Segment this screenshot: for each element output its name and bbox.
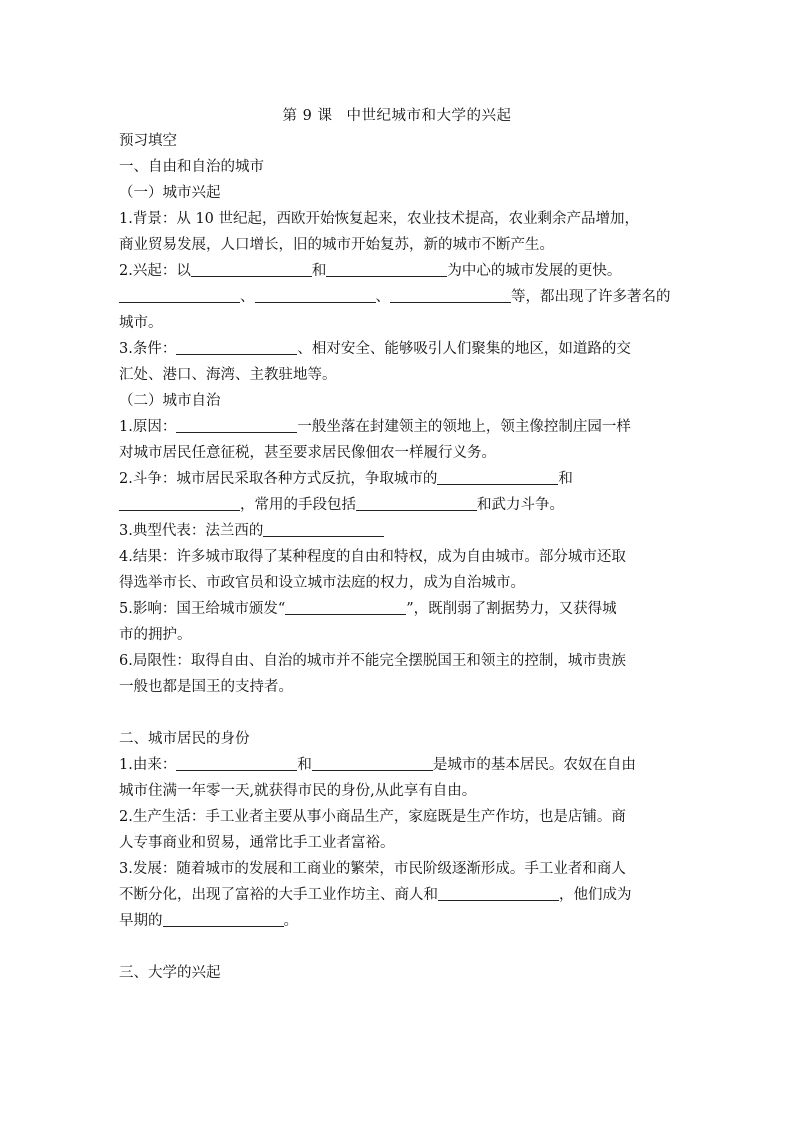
origin-text: 和 <box>297 757 312 773</box>
fill-blank[interactable] <box>263 521 384 537</box>
limit-line-1: 6.局限性：取得自由、自治的城市并不能完全摆脱国王和领主的控制，城市贵族 <box>119 653 626 669</box>
background-line-2: 商业贸易发展，人口增长，旧的城市开始复苏，新的城市不断产生。 <box>119 237 554 253</box>
fill-blank[interactable] <box>119 495 240 511</box>
limit-line-2: 一般也都是国王的支持者。 <box>119 679 293 695</box>
section-1-title: 一、自由和自治的城市 <box>119 159 264 175</box>
fill-blank[interactable] <box>356 495 477 511</box>
rise-line-1 <box>119 258 675 284</box>
life-line-1: 2.生产生活：手工业者主要从事小商品生产，家庭既是生产作坊，也是店铺。商 <box>119 809 626 825</box>
origin-text: 1.由来： <box>119 757 177 773</box>
development-text: ，他们成为 <box>559 887 632 903</box>
struggle-text: 2.斗争：城市居民采取各种方式反抗，争取城市的 <box>119 471 438 487</box>
reason-text: 1.原因： <box>119 419 177 435</box>
separator-text: 、 <box>375 289 390 305</box>
fill-blank[interactable] <box>176 755 297 771</box>
development-text: 不断分化，出现了富裕的大手工业作坊主、商人和 <box>119 887 438 903</box>
origin-text: 是城市的基本居民。农奴在自由 <box>432 757 636 773</box>
impact-text: 5.影响：国王给城市颁发“ <box>119 601 286 617</box>
struggle-text: 和武力斗争。 <box>477 497 564 513</box>
development-text: 。 <box>283 913 298 929</box>
fill-blank[interactable] <box>176 417 297 433</box>
reason-line-1 <box>119 414 675 440</box>
rise-text: 和 <box>311 263 327 279</box>
development-text: 早期的 <box>119 913 163 929</box>
lesson-title <box>0 104 794 125</box>
rise-text: 2.兴起：以 <box>119 263 191 279</box>
lesson-name: 中世纪城市和大学的兴起 <box>346 108 512 124</box>
fill-blank[interactable] <box>390 287 511 303</box>
separator-text: 、 <box>240 289 255 305</box>
section-3-title: 三、大学的兴起 <box>119 965 221 981</box>
life-line-2: 人专事商业和贸易，通常比手工业者富裕。 <box>119 835 395 851</box>
development-line-2 <box>119 882 675 908</box>
worksheet-body <box>119 128 675 986</box>
fill-blank[interactable] <box>163 911 284 927</box>
preview-heading: 预习填空 <box>119 133 177 149</box>
impact-line-1 <box>119 596 675 622</box>
rise-line-2 <box>119 284 675 310</box>
development-line-1: 3.发展：随着城市的发展和工商业的繁荣，市民阶级逐渐形成。手工业者和商人 <box>119 861 626 877</box>
spacer <box>119 934 675 960</box>
condition-line-2: 汇处、港口、海湾、主教驻地等。 <box>119 367 337 383</box>
example-line <box>119 518 675 544</box>
example-text: 3.典型代表：法兰西的 <box>119 523 264 539</box>
fill-blank[interactable] <box>119 287 240 303</box>
subsection-2-title: （二）城市自治 <box>119 393 221 409</box>
result-line-2: 得选举市长、市政官员和设立城市法庭的权力，成为自治城市。 <box>119 575 525 591</box>
result-line-1: 4.结果：许多城市取得了某种程度的自由和特权，成为自由城市。部分城市还取 <box>119 549 626 565</box>
rise-text: 等，都出现了许多著名的 <box>511 289 671 305</box>
fill-blank[interactable] <box>438 885 559 901</box>
rise-line-3: 城市。 <box>119 315 163 331</box>
rise-text: 为中心的城市发展的更快。 <box>447 263 622 279</box>
struggle-line-2 <box>119 492 675 518</box>
spacer <box>119 700 675 726</box>
fill-blank[interactable] <box>176 339 297 355</box>
fill-blank[interactable] <box>437 469 558 485</box>
condition-text: 3.条件： <box>119 341 177 357</box>
fill-blank[interactable] <box>312 755 433 771</box>
fill-blank[interactable] <box>285 599 406 615</box>
impact-line-2: 市的拥护。 <box>119 627 192 643</box>
struggle-text: 和 <box>558 471 573 487</box>
fill-blank[interactable] <box>255 287 376 303</box>
subsection-1-title: （一）城市兴起 <box>119 185 221 201</box>
reason-text: 一般坐落在封建领主的领地上，领主像控制庄园一样 <box>297 419 631 435</box>
development-line-3 <box>119 908 675 934</box>
reason-line-2: 对城市居民任意征税，甚至要求居民像佃农一样履行义务。 <box>119 445 496 461</box>
impact-text: ”，既削弱了割据势力，又获得城 <box>406 601 617 617</box>
section-2-title: 二、城市居民的身份 <box>119 731 250 747</box>
fill-blank[interactable] <box>191 261 312 277</box>
lesson-number: 第 9 课 <box>282 108 333 124</box>
origin-line-2: 城市住满一年零一天,就获得市民的身份,从此享有自由。 <box>119 783 477 799</box>
condition-line-1 <box>119 336 675 362</box>
struggle-line-1 <box>119 466 675 492</box>
struggle-text: ，常用的手段包括 <box>240 497 356 513</box>
condition-text: 、相对安全、能够吸引人们聚集的地区，如道路的交 <box>297 341 631 357</box>
origin-line-1 <box>119 752 675 778</box>
fill-blank[interactable] <box>326 261 447 277</box>
background-line-1: 1.背景：从 10 世纪起，西欧开始恢复起来，农业技术提高，农业剩余产品增加， <box>119 211 640 227</box>
